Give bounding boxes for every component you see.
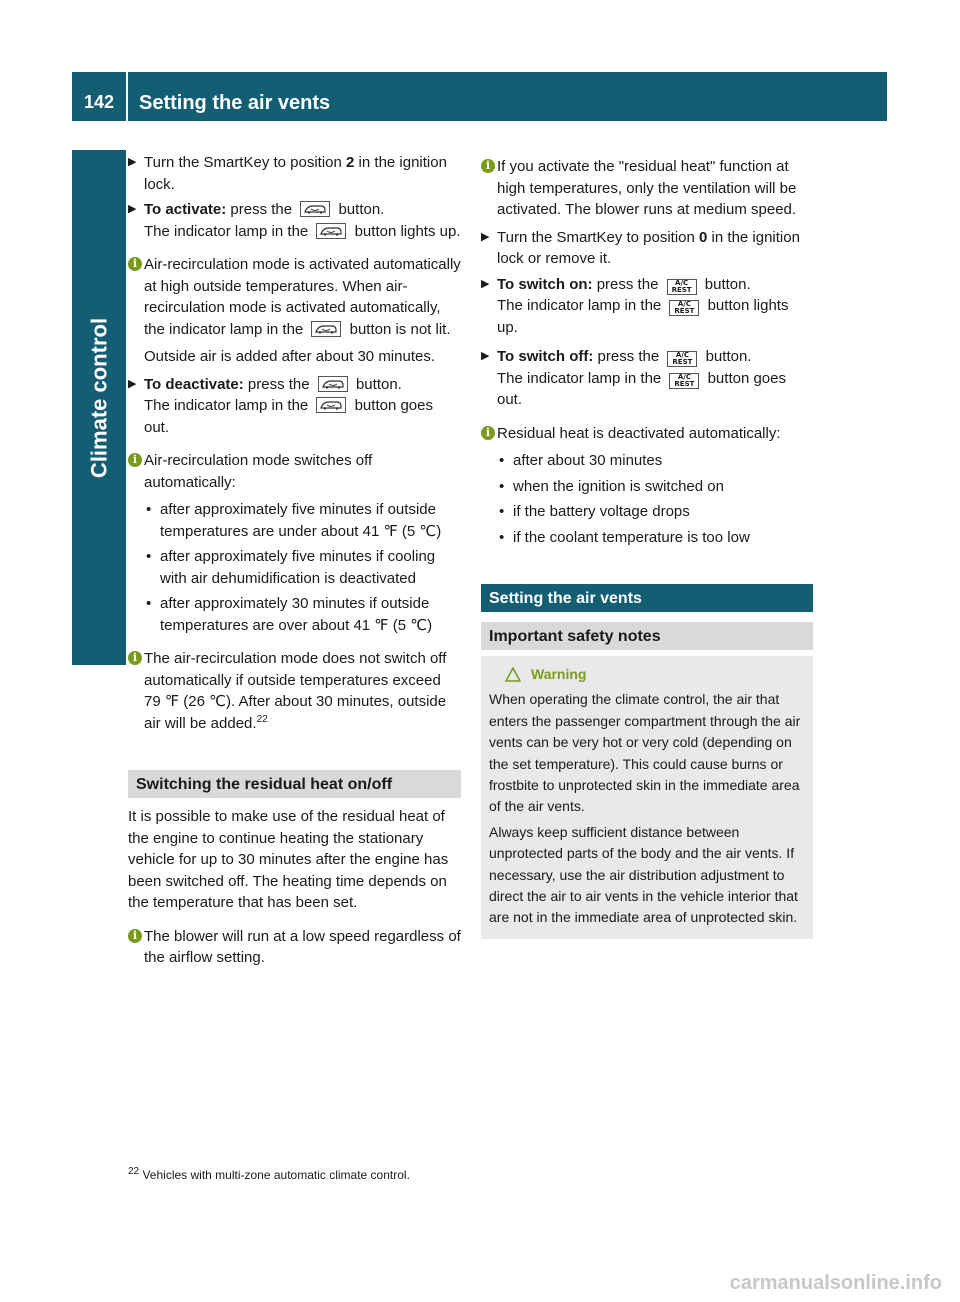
recirculation-button-icon bbox=[318, 376, 348, 392]
info-icon: i bbox=[128, 929, 142, 943]
step-text: The indicator lamp in the bbox=[497, 369, 666, 387]
header-divider bbox=[126, 72, 128, 121]
footnote bbox=[128, 1165, 410, 1187]
info-icon: i bbox=[481, 426, 495, 440]
list-item: • after approximately five minutes if outside temperatures are under about 41 ℉ (5 ℃) bbox=[144, 499, 461, 542]
info-text: If you activate the "residual heat" function at high temperatures, only the ventilation will be activated. The blower runs at medium speed. bbox=[497, 158, 797, 218]
info-note bbox=[128, 648, 461, 734]
step-text: button goes out. bbox=[144, 397, 433, 436]
ac-label: A/C bbox=[677, 300, 691, 308]
list-item: • if the battery voltage drops bbox=[497, 501, 813, 523]
step-text: button. bbox=[334, 201, 385, 218]
info-icon: i bbox=[481, 159, 495, 173]
footnote-number: 22 bbox=[128, 1166, 140, 1177]
bullet-list bbox=[144, 499, 461, 636]
ac-label: A/C bbox=[677, 372, 691, 381]
step-text: Turn the SmartKey to position bbox=[497, 228, 700, 246]
info-icon: i bbox=[128, 651, 142, 665]
step-text: button goes out. bbox=[497, 369, 786, 408]
section-heading: Switching the residual heat on/off bbox=[128, 770, 461, 798]
instruction-step bbox=[481, 274, 813, 339]
instruction-step bbox=[128, 152, 461, 195]
recirculation-button-icon bbox=[316, 397, 346, 413]
step-text: button lights up. bbox=[497, 297, 789, 336]
step-text: press the bbox=[243, 375, 314, 393]
ac-rest-button-icon bbox=[669, 300, 699, 316]
info-note bbox=[481, 423, 813, 549]
ac-label: A/C bbox=[675, 351, 689, 359]
recirculation-button-icon bbox=[316, 223, 346, 239]
step-text: The indicator lamp in the bbox=[497, 297, 666, 314]
info-note bbox=[128, 254, 461, 368]
info-text: Residual heat is deactivated automatically: bbox=[497, 424, 781, 442]
step-text: button lights up. bbox=[350, 222, 461, 240]
info-text: The air-recirculation mode does not switch off automatically if outside temperatures exceed 79 ℉ (26 ℃). After about 30 minutes, outside air will be added. bbox=[144, 650, 447, 732]
ac-rest-button-icon bbox=[669, 373, 699, 389]
step-arrow-icon: ▶ bbox=[481, 350, 490, 362]
step-label: To deactivate: bbox=[144, 375, 244, 393]
rest-label: REST bbox=[674, 379, 695, 388]
bullet-list bbox=[497, 450, 813, 548]
section-heading: Setting the air vents bbox=[481, 584, 813, 612]
step-arrow-icon: ▶ bbox=[128, 377, 137, 390]
list-item: • if the coolant temperature is too low bbox=[497, 527, 813, 549]
list-item: • after about 30 minutes bbox=[497, 450, 813, 472]
warning-text: Always keep sufficient distance between unprotected parts of the body and the air vents. If necessary, use the air distribution adjustment to direct the air to air vents in the vehicle interior that are not in the immediate area of unprotected skin. bbox=[489, 823, 798, 926]
step-bold-value: 0 bbox=[699, 228, 708, 246]
rest-label: REST bbox=[672, 358, 693, 366]
chapter-side-tab[interactable] bbox=[72, 150, 126, 665]
step-text: press the bbox=[592, 275, 663, 293]
step-arrow-icon: ▶ bbox=[481, 230, 490, 243]
step-label: To switch on: bbox=[497, 275, 593, 293]
step-arrow-icon: ▶ bbox=[481, 277, 490, 290]
list-item: • after approximately five minutes if cooling with air dehumidification is deactivated bbox=[144, 546, 461, 589]
step-text: button. bbox=[701, 348, 752, 365]
info-icon: i bbox=[128, 257, 142, 271]
step-text: The indicator lamp in the bbox=[144, 222, 313, 240]
step-arrow-icon: ▶ bbox=[128, 203, 137, 215]
warning-triangle-icon bbox=[505, 667, 521, 682]
footnote-text: Vehicles with multi-zone automatic climate control. bbox=[139, 1168, 410, 1182]
chapter-label: Climate control bbox=[86, 317, 112, 479]
warning-box bbox=[481, 656, 813, 939]
recirculation-button-icon bbox=[311, 321, 341, 337]
step-text: button. bbox=[351, 375, 402, 393]
section-body: It is possible to make use of the residual heat of the engine to continue heating the stationary vehicle for up to 30 minutes after the engine has been switched off. The heating time depends on the temperature that has been set. bbox=[128, 808, 449, 911]
info-text: The blower will run at a low speed regardless of the airflow setting. bbox=[144, 927, 461, 966]
info-icon: i bbox=[128, 453, 142, 467]
step-text: in the ignition lock. bbox=[144, 154, 447, 193]
info-text: Air-recirculation mode switches off automatically: bbox=[144, 452, 373, 491]
info-note bbox=[128, 926, 461, 969]
left-column bbox=[128, 152, 461, 975]
step-label: To switch off: bbox=[497, 348, 594, 365]
rest-label: REST bbox=[671, 285, 692, 294]
step-bold-value: 2 bbox=[346, 154, 355, 171]
step-text: The indicator lamp in the bbox=[144, 397, 313, 414]
info-text: Air-recirculation mode is activated automatically at high outside temperatures. When air-recirculation mode is activated automatically, the indicator lamp in the bbox=[144, 256, 461, 338]
step-text: press the bbox=[593, 348, 664, 365]
watermark: carmanualsonline.info bbox=[729, 1271, 942, 1294]
info-note bbox=[128, 450, 461, 636]
ac-label: A/C bbox=[675, 278, 689, 287]
step-label: To activate: bbox=[144, 201, 227, 218]
right-column bbox=[481, 152, 813, 939]
page-number: 142 bbox=[83, 92, 115, 112]
list-item: • after approximately 30 minutes if outside temperatures are over about 41 ℉ (5 ℃) bbox=[144, 593, 461, 636]
page-title: Setting the air vents bbox=[139, 92, 331, 114]
info-text: Outside air is added after about 30 minutes. bbox=[144, 348, 436, 365]
warning-title bbox=[489, 664, 805, 685]
instruction-step bbox=[481, 346, 813, 411]
recirculation-button-icon bbox=[300, 201, 330, 217]
instruction-step bbox=[128, 199, 461, 242]
footnote-ref[interactable]: 22 bbox=[256, 713, 268, 725]
list-item: • when the ignition is switched on bbox=[497, 476, 813, 498]
instruction-step bbox=[481, 227, 813, 270]
step-text: button. bbox=[700, 275, 751, 293]
warning-text: When operating the climate control, the air that enters the passenger compartment through the air vents can be very hot or very cold (depending on the set temperature). This could cause burns or frostbite to unprotected skin in the immediate area of the air vents. bbox=[489, 691, 801, 815]
step-text: press the bbox=[226, 201, 297, 218]
instruction-step bbox=[128, 374, 461, 439]
ac-rest-button-icon bbox=[667, 351, 697, 367]
page-header bbox=[72, 72, 887, 121]
subsection-heading: Important safety notes bbox=[481, 622, 813, 650]
step-text: in the ignition lock or remove it. bbox=[497, 228, 800, 267]
ac-rest-button-icon bbox=[667, 279, 697, 295]
step-text: Turn the SmartKey to position bbox=[144, 154, 347, 171]
rest-label: REST bbox=[674, 307, 695, 315]
warning-label: Warning bbox=[531, 666, 587, 682]
info-note bbox=[481, 156, 813, 221]
info-text: button is not lit. bbox=[345, 320, 451, 338]
step-arrow-icon: ▶ bbox=[128, 156, 137, 168]
